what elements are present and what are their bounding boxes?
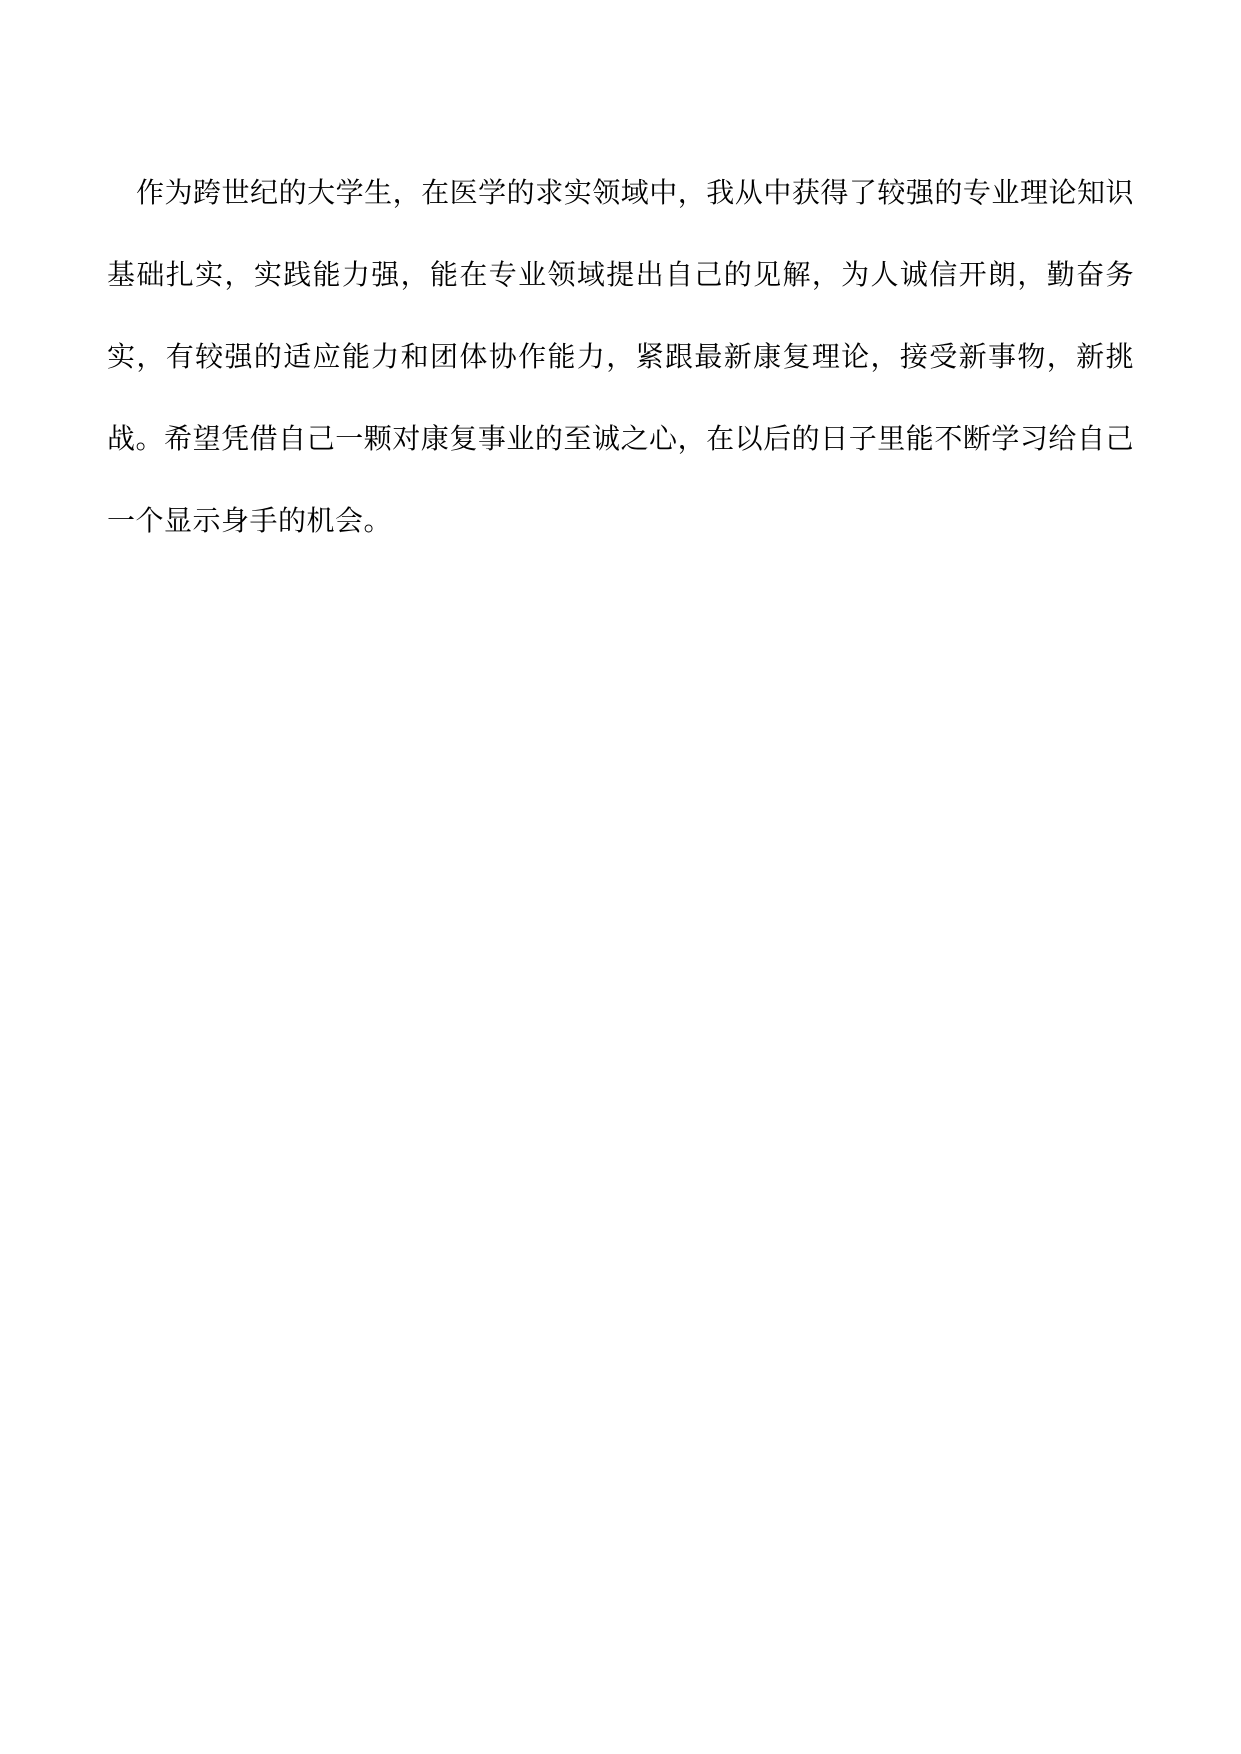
body-paragraph: 作为跨世纪的大学生，在医学的求实领域中，我从中获得了较强的专业理论知识基础扎实，实践能力强，能在专业领域提出自己的见解，为人诚信开朗，勤奋务实，有较强的适应能力和团体协作能力，紧跟最新康复理论，接受新事物，新挑战。希望凭借自己一颗对康复事业的至诚之心，在以后的日子里能不断学习给自己一个显示身手的机会。 [107, 176, 1134, 537]
